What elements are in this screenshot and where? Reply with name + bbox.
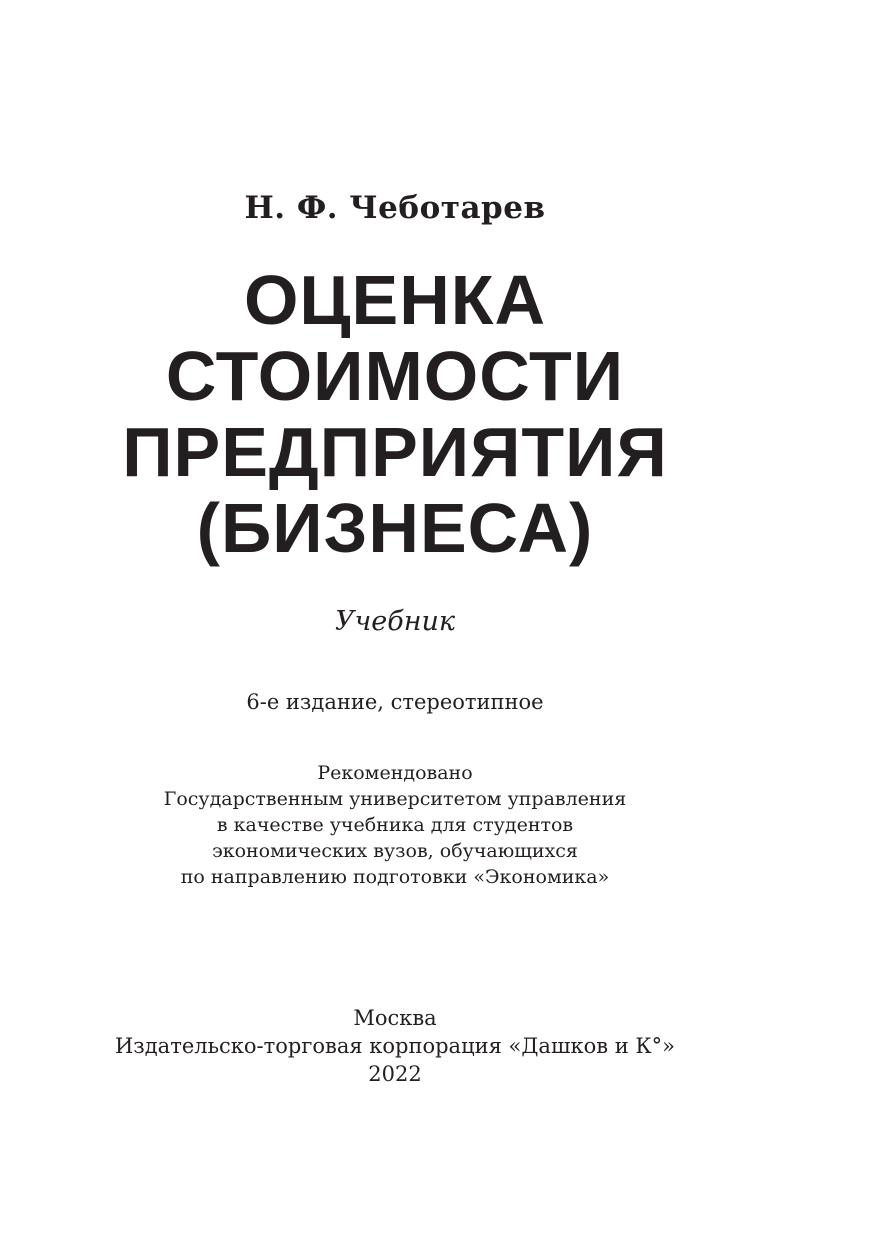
book-title bbox=[0, 262, 790, 566]
publication-city: Москва bbox=[353, 1006, 437, 1030]
book-title-line: (БИЗНЕСА) bbox=[196, 489, 594, 567]
book-title-line: СТОИМОСТИ bbox=[165, 337, 625, 415]
recommendation-line: Государственным университетом управления bbox=[163, 788, 627, 810]
recommendation-note bbox=[0, 760, 790, 890]
book-title-line: ОЦЕНКА bbox=[243, 261, 547, 339]
recommendation-line: Рекомендовано bbox=[317, 762, 473, 784]
book-genre: Учебник bbox=[334, 606, 456, 637]
publisher-name: Издательско-торговая корпорация «Дашков и К°» bbox=[114, 1034, 676, 1058]
imprint bbox=[0, 1004, 790, 1088]
publication-year: 2022 bbox=[368, 1062, 422, 1086]
recommendation-line: экономических вузов, обучающихся bbox=[212, 840, 578, 862]
author-name: Н. Ф. Чеботарев bbox=[244, 190, 546, 226]
recommendation-line: по направлению подготовки «Экономика» bbox=[180, 866, 610, 888]
edition-info: 6-е издание, стереотипное bbox=[246, 690, 544, 714]
recommendation-line: в качестве учебника для студентов bbox=[216, 814, 574, 836]
book-title-line: ПРЕДПРИЯТИЯ bbox=[122, 413, 668, 491]
